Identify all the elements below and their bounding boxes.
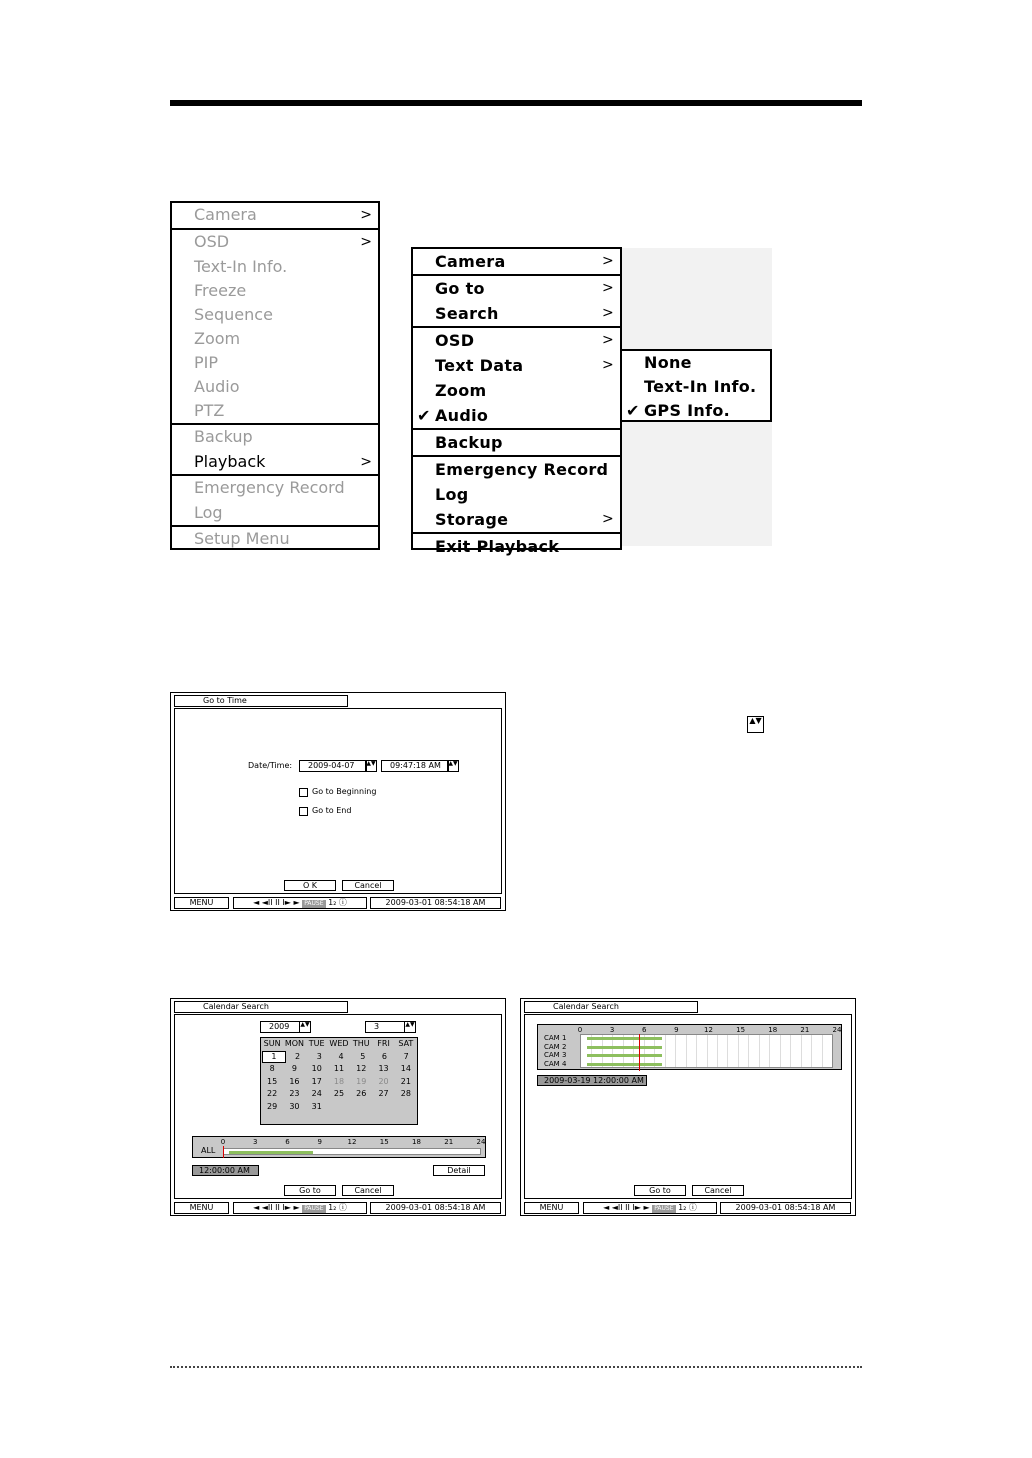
chevron-right-icon: > <box>601 357 614 373</box>
calendar-week <box>261 1063 417 1076</box>
menu-item-setup-menu[interactable] <box>172 527 378 552</box>
menu-item-label: Text-In Info. <box>194 257 288 276</box>
calendar-week <box>261 1076 417 1089</box>
calendar-day[interactable]: 14 <box>400 1064 411 1073</box>
submenu-item-label: None <box>644 353 692 372</box>
hour-tick-label: 6 <box>642 1026 647 1034</box>
timeline-track <box>580 1034 833 1068</box>
recording-bar <box>229 1151 313 1154</box>
header-rule <box>170 100 862 106</box>
camera-label: CAM 2 <box>544 1042 567 1051</box>
menu-item-osd[interactable] <box>413 328 620 353</box>
menu-item-label: Playback <box>194 452 266 471</box>
date-spin-icon[interactable]: ▲▼ <box>365 760 377 772</box>
menu-item-label: PIP <box>194 353 219 372</box>
ok-button[interactable]: O K <box>284 880 336 891</box>
hour-tick-label: 0 <box>577 1026 583 1034</box>
datetime-label: Date/Time: <box>248 761 293 770</box>
calendar-day[interactable]: 11 <box>333 1064 345 1073</box>
calendar-search-screen <box>170 998 506 1216</box>
hour-gridline <box>801 1035 802 1067</box>
calendar-day[interactable]: 9 <box>291 1064 297 1073</box>
chevron-right-icon: > <box>601 511 614 527</box>
hour-gridline <box>822 1035 823 1067</box>
calendar-day[interactable]: 18 <box>333 1076 345 1086</box>
submenu-item-text-in-info-[interactable] <box>622 375 770 399</box>
menu-item-backup[interactable] <box>172 425 378 450</box>
menu-item-label: Storage <box>435 510 509 529</box>
cancel-button[interactable]: Cancel <box>692 1185 744 1196</box>
spin-icon: ▲▼ <box>747 716 764 733</box>
weekday-label: THU <box>352 1039 370 1048</box>
calendar-day[interactable]: 10 <box>311 1064 322 1073</box>
dialog-body <box>174 1014 502 1199</box>
playback-control-icons[interactable]: ◄ ◄II II I► ► <box>603 1203 650 1212</box>
hour-gridline <box>686 1035 687 1067</box>
go-to-time-screen <box>170 692 506 911</box>
submenu-item-label: Text-In Info. <box>644 377 757 396</box>
calendar-day[interactable]: 17 <box>311 1076 322 1086</box>
hour-ticks <box>577 1026 842 1034</box>
menu-item-label: Search <box>435 304 499 323</box>
hour-tick-label: 24 <box>832 1026 842 1034</box>
menu-item-emergency-record[interactable] <box>413 457 620 482</box>
menu-item-label: PTZ <box>194 401 225 420</box>
menu-item-label: Emergency Record <box>435 460 609 479</box>
menu-item-audio[interactable] <box>172 375 378 399</box>
hour-gridline <box>769 1035 770 1067</box>
time-cursor[interactable] <box>639 1034 640 1071</box>
menu-item-label: Camera <box>435 252 506 271</box>
hour-gridline <box>790 1035 791 1067</box>
status-datetime: 2009-03-01 08:54:18 AM <box>720 1202 851 1214</box>
menu-item-label: Audio <box>194 377 240 396</box>
year-field[interactable]: 2009 <box>260 1021 300 1033</box>
main-menu <box>170 201 380 550</box>
calendar-day[interactable]: 20 <box>378 1076 389 1086</box>
all-label: ALL <box>201 1146 216 1155</box>
menu-item-label: Setup Menu <box>194 529 290 548</box>
calendar-day[interactable]: 29 <box>267 1101 278 1111</box>
date-field[interactable]: 2009-04-07 <box>299 760 367 772</box>
menu-item-label: Go to <box>435 279 485 298</box>
pause-badge: PAUSE <box>304 900 324 907</box>
menu-item-sequence[interactable] <box>172 303 378 327</box>
calendar-day[interactable]: 6 <box>381 1051 387 1061</box>
cancel-button[interactable]: Cancel <box>342 1185 394 1196</box>
checkmark-icon: ✔ <box>417 406 431 425</box>
menu-item-backup[interactable] <box>413 430 620 455</box>
playback-controls[interactable] <box>233 897 367 909</box>
menu-item-playback[interactable] <box>172 450 378 474</box>
calendar-day[interactable]: 27 <box>378 1089 389 1098</box>
playback-menu <box>411 247 622 556</box>
menu-item-exit-playback[interactable] <box>413 534 620 559</box>
calendar-day[interactable]: 23 <box>289 1089 300 1098</box>
weekday-label: MON <box>284 1039 305 1048</box>
calendar-day[interactable]: 1 <box>263 1052 285 1063</box>
menu-item-camera[interactable] <box>413 249 620 274</box>
chevron-right-icon: > <box>601 253 614 269</box>
status-icons: 1₂ ⓘ <box>328 1203 347 1212</box>
chevron-right-icon: > <box>601 332 614 348</box>
menu-item-label: Emergency Record <box>194 478 345 497</box>
menu-item-zoom[interactable] <box>413 378 620 403</box>
hour-gridline <box>748 1035 749 1067</box>
playback-controls[interactable] <box>233 1202 367 1214</box>
menu-item-freeze[interactable] <box>172 279 378 303</box>
status-icons: 1₂ ⓘ <box>678 1203 697 1212</box>
playback-control-icons[interactable]: ◄ ◄II II I► ► <box>253 1203 300 1212</box>
chevron-right-icon: > <box>360 234 372 250</box>
detail-button[interactable]: Detail <box>433 1165 485 1176</box>
calendar-week <box>261 1051 417 1064</box>
go-to-button[interactable]: Go to <box>284 1185 336 1196</box>
menu-item-audio[interactable] <box>413 403 620 428</box>
menu-item-label: OSD <box>194 232 230 251</box>
text-data-submenu <box>620 349 772 422</box>
menu-item-label: OSD <box>435 331 475 350</box>
go-to-end-checkbox[interactable] <box>299 807 308 816</box>
hour-tick-label: 15 <box>379 1138 389 1146</box>
hour-tick-label: 0 <box>220 1138 226 1146</box>
screen-title: Calendar Search <box>524 1001 698 1013</box>
go-to-beginning-label: Go to Beginning <box>312 787 377 796</box>
hour-gridline <box>707 1035 708 1067</box>
chevron-right-icon: > <box>360 207 372 223</box>
calendar-day[interactable]: 19 <box>356 1076 367 1086</box>
camera-label: CAM 3 <box>544 1051 567 1059</box>
chevron-right-icon: > <box>601 280 614 296</box>
menu-item-osd[interactable] <box>172 230 378 255</box>
go-to-button[interactable]: Go to <box>634 1185 686 1196</box>
menu-button[interactable]: MENU <box>524 1202 579 1214</box>
menu-item-text-data[interactable] <box>413 353 620 378</box>
year-spin-icon[interactable]: ▲▼ <box>299 1021 311 1033</box>
calendar-grid[interactable] <box>260 1037 418 1125</box>
weekday-label: TUE <box>308 1039 325 1048</box>
calendar-day <box>372 1101 394 1114</box>
camera-recording-bar <box>587 1037 662 1040</box>
calendar-day[interactable]: 21 <box>400 1076 411 1086</box>
menu-item-label: Log <box>435 485 469 504</box>
menu-item-label: Sequence <box>194 305 273 324</box>
calendar-day[interactable]: 7 <box>403 1051 409 1061</box>
submenu-item-gps-info-[interactable] <box>622 399 770 423</box>
hour-tick-label: 9 <box>317 1138 322 1146</box>
month-field[interactable]: 3 <box>365 1021 405 1033</box>
menu-item-search[interactable] <box>413 301 620 326</box>
calendar-day[interactable]: 3 <box>316 1051 322 1061</box>
hour-gridline <box>780 1035 781 1067</box>
hour-gridline <box>675 1035 676 1067</box>
menu-item-pip[interactable] <box>172 351 378 375</box>
hour-gridline <box>738 1035 739 1067</box>
dialog-body <box>174 708 502 894</box>
chevron-right-icon: > <box>601 305 614 321</box>
time-spin-icon[interactable]: ▲▼ <box>447 760 459 772</box>
hour-gridline <box>696 1035 697 1067</box>
footer-rule <box>170 1366 862 1368</box>
menu-item-log[interactable] <box>413 482 620 507</box>
calendar-day <box>395 1101 417 1114</box>
weekday-label: FRI <box>377 1039 390 1048</box>
pause-badge: PAUSE <box>304 1205 324 1212</box>
menu-item-storage[interactable] <box>413 507 620 532</box>
calendar-detail-screen <box>520 998 856 1216</box>
camera-recording-bar <box>587 1063 662 1066</box>
chevron-right-icon: > <box>360 454 372 470</box>
menu-item-ptz[interactable] <box>172 399 378 423</box>
menu-item-camera[interactable] <box>172 203 378 228</box>
cancel-button[interactable]: Cancel <box>342 880 394 891</box>
time-field[interactable]: 09:47:18 AM <box>381 760 449 772</box>
hour-tick-label: 3 <box>253 1138 258 1146</box>
calendar-day[interactable]: 8 <box>269 1064 275 1073</box>
hour-ticks <box>220 1138 486 1146</box>
menu-item-go-to[interactable] <box>413 276 620 301</box>
weekday-label: SAT <box>398 1039 414 1048</box>
calendar-day[interactable]: 5 <box>360 1051 366 1061</box>
calendar-day[interactable]: 31 <box>311 1101 322 1111</box>
menu-item-label: Audio <box>435 406 489 425</box>
checkmark-icon: ✔ <box>626 401 640 420</box>
hour-tick-label: 6 <box>285 1138 290 1146</box>
screen-title: Go to Time <box>174 695 348 707</box>
calendar-week <box>261 1101 417 1114</box>
menu-item-label: Camera <box>194 205 257 224</box>
hour-tick-label: 12 <box>347 1138 357 1146</box>
calendar-day[interactable]: 22 <box>267 1089 278 1098</box>
status-datetime: 2009-03-01 08:54:18 AM <box>370 897 501 909</box>
menu-item-text-in-info[interactable] <box>172 255 378 279</box>
submenu-item-label: GPS Info. <box>644 401 731 420</box>
menu-item-log[interactable] <box>172 501 378 525</box>
pause-badge: PAUSE <box>654 1205 674 1212</box>
calendar-day[interactable]: 24 <box>311 1089 322 1098</box>
hour-tick-label: 15 <box>736 1026 746 1034</box>
calendar-day[interactable]: 13 <box>378 1064 389 1073</box>
hour-gridline <box>759 1035 760 1067</box>
status-icons: 1₂ ⓘ <box>328 898 347 907</box>
menu-item-label: Text Data <box>435 356 524 375</box>
screen-title: Calendar Search <box>174 1001 348 1013</box>
go-to-beginning-checkbox[interactable] <box>299 788 308 797</box>
camera-recording-bar <box>587 1054 662 1057</box>
menu-item-label: Backup <box>435 433 503 452</box>
weekday-header <box>261 1038 417 1051</box>
month-spin-icon[interactable]: ▲▼ <box>404 1021 416 1033</box>
dialog-body <box>524 1014 852 1199</box>
camera-label: CAM 4 <box>544 1059 567 1068</box>
calendar-day[interactable]: 4 <box>338 1051 344 1061</box>
selected-time: 12:00:00 AM <box>192 1165 259 1176</box>
menu-item-label: Backup <box>194 427 253 446</box>
calendar-day <box>350 1101 372 1114</box>
hour-tick-label: 9 <box>674 1026 679 1034</box>
hour-tick-label: 24 <box>476 1138 486 1146</box>
menu-button[interactable]: MENU <box>174 1202 229 1214</box>
calendar-day[interactable]: 28 <box>400 1089 411 1098</box>
calendar-day[interactable]: 16 <box>289 1076 300 1086</box>
menu-item-label: Freeze <box>194 281 247 300</box>
hour-gridline <box>717 1035 718 1067</box>
go-to-end-label: Go to End <box>312 806 352 815</box>
hour-tick-label: 18 <box>768 1026 778 1034</box>
status-datetime: 2009-03-01 08:54:18 AM <box>370 1202 501 1214</box>
calendar-day[interactable]: 25 <box>333 1089 345 1098</box>
weekday-label: WED <box>329 1039 349 1048</box>
submenu-item-none[interactable] <box>622 351 770 375</box>
playback-control-icons[interactable]: ◄ ◄II II I► ► <box>253 898 300 907</box>
calendar-day <box>328 1101 350 1114</box>
camera-recording-bar <box>587 1046 662 1049</box>
hour-gridline <box>811 1035 812 1067</box>
calendar-week <box>261 1088 417 1101</box>
timeline-track <box>223 1148 481 1155</box>
menu-button[interactable]: MENU <box>174 897 229 909</box>
hour-tick-label: 21 <box>444 1138 454 1146</box>
calendar-day[interactable]: 12 <box>356 1064 367 1073</box>
menu-item-label: Zoom <box>435 381 487 400</box>
hour-tick-label: 18 <box>412 1138 421 1146</box>
menu-item-label: Exit Playback <box>435 537 560 556</box>
hour-gridline <box>727 1035 728 1067</box>
camera-label: CAM 1 <box>544 1034 567 1042</box>
menu-item-zoom[interactable] <box>172 327 378 351</box>
calendar-day[interactable]: 30 <box>289 1101 300 1111</box>
hour-gridline <box>665 1035 666 1067</box>
menu-item-label: Zoom <box>194 329 241 348</box>
menu-item-label: Log <box>194 503 223 522</box>
menu-item-emergency-record[interactable] <box>172 476 378 501</box>
hour-tick-label: 12 <box>704 1026 713 1034</box>
hour-tick-label: 3 <box>609 1026 615 1034</box>
calendar-day[interactable]: 15 <box>267 1076 278 1086</box>
calendar-day[interactable]: 26 <box>356 1089 367 1098</box>
selected-datetime: 2009-03-19 12:00:00 AM <box>537 1075 647 1086</box>
camera-timeline[interactable] <box>537 1024 842 1070</box>
day-timeline[interactable] <box>192 1136 486 1158</box>
playback-controls[interactable] <box>583 1202 717 1214</box>
hour-tick-label: 21 <box>800 1026 810 1034</box>
calendar-day[interactable]: 2 <box>295 1051 301 1061</box>
time-cursor[interactable] <box>223 1146 224 1158</box>
weekday-label: SUN <box>263 1039 281 1048</box>
